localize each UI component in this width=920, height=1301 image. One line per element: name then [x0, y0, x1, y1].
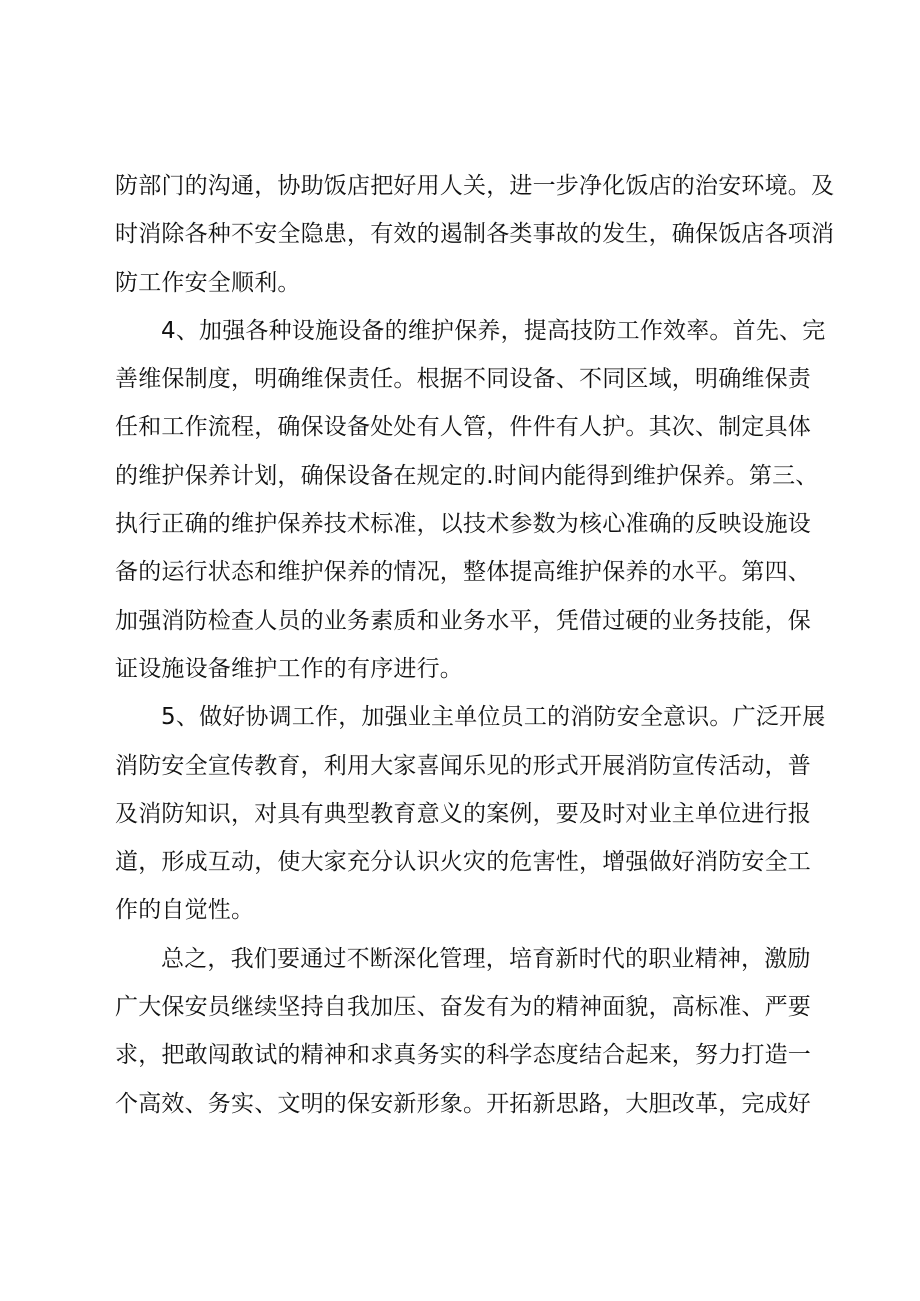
text-line: 备的运行状态和维护保养的情况，整体提高维护保养的水平。第四、 [115, 559, 811, 586]
text-line: 防工作安全顺利。 [115, 269, 301, 296]
text-line: 道，形成互动，使大家充分认识火灾的危害性，增强做好消防安全工 [115, 849, 811, 876]
text-line: 个高效、务实、文明的保安新形象。开拓新思路，大胆改革，完成好 [115, 1090, 811, 1117]
text-line: 执行正确的维护保养技术标准，以技术参数为核心准确的反映设施设 [115, 511, 811, 538]
text-line: 防部门的沟通，协助饭店把好用人关，进一步净化饭店的治安环境。及 [115, 173, 835, 199]
text-line: 求，把敢闯敢试的精神和求真务实的科学态度结合起来，努力打造一 [115, 1042, 811, 1069]
text-line: 任和工作流程，确保设备处处有人管，件件有人护。其次、制定具体 [115, 414, 811, 441]
text-line: 加强消防检查人员的业务素质和业务水平，凭借过硬的业务技能，保 [115, 607, 811, 634]
text-line: 广大保安员继续坚持自我加压、奋发有为的精神面貌，高标准、严要 [115, 994, 811, 1021]
text-line: 消防安全宣传教育，利用大家喜闻乐见的形式开展消防宣传活动，普 [115, 752, 811, 779]
paragraph-start-line: 4、加强各种设施设备的维护保养，提高技防工作效率。首先、完 [161, 317, 826, 344]
text-line: 的维护保养计划，确保设备在规定的.时间内能得到维护保养。第三、 [115, 462, 819, 489]
paragraph-start-line: 总之，我们要通过不断深化管理，培育新时代的职业精神，激励 [161, 945, 811, 972]
text-line: 及消防知识，对具有典型教育意义的案例，要及时对业主单位进行报 [115, 800, 811, 827]
text-line: 证设施设备维护工作的有序进行。 [115, 655, 463, 682]
body-text [115, 162, 835, 1128]
paragraph-start-line: 5、做好协调工作，加强业主单位员工的消防安全意识。广泛开展 [161, 704, 826, 731]
text-line: 善维保制度，明确维保责任。根据不同设备、不同区域，明确维保责 [115, 366, 811, 393]
text-line: 作的自觉性。 [115, 897, 255, 924]
text-line: 时消除各种不安全隐患，有效的遏制各类事故的发生，确保饭店各项消 [115, 221, 835, 248]
